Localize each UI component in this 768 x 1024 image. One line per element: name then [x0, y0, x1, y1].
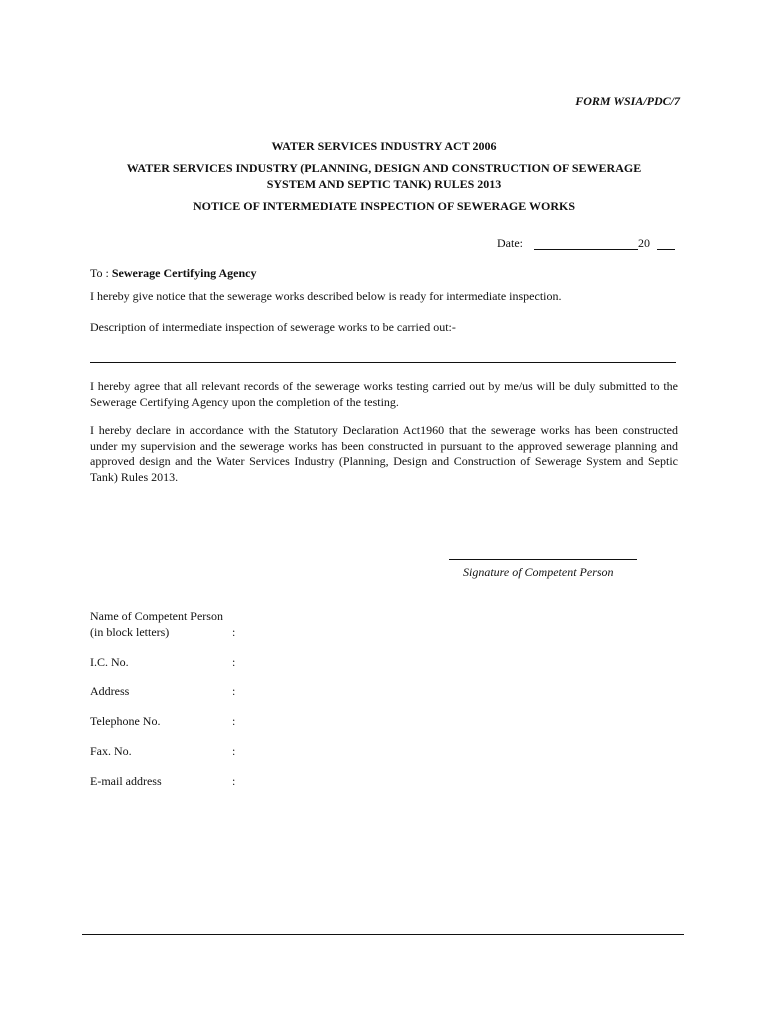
telephone-colon: : [232, 714, 236, 728]
to-prefix: To : [90, 266, 109, 280]
date-row [497, 236, 523, 251]
email-colon: : [232, 774, 236, 788]
ic-colon: : [232, 655, 236, 669]
recipient: Sewerage Certifying Agency [111, 266, 257, 280]
footer-rule [82, 934, 684, 935]
description-label: Description of intermediate inspection of sewerage works to be carried out:- [90, 320, 456, 334]
date-day-month-field[interactable] [534, 235, 638, 250]
agreement-text: I hereby agree that all relevant records of the sewerage works testing carried out by me/us will be duly submitted to the Sewerage Certifying Agency upon the completion of the testing. [90, 379, 678, 409]
form-code: FORM WSIA/PDC/7 [575, 94, 680, 108]
notice-title: NOTICE OF INTERMEDIATE INSPECTION OF SEWERAGE WORKS [192, 199, 576, 213]
email-field-label: E-mail address [90, 774, 162, 788]
address-colon: : [232, 684, 236, 698]
notice-text: I hereby give notice that the sewerage works described below is ready for intermediate inspection. [90, 289, 562, 303]
description-field[interactable] [90, 348, 676, 363]
ic-field-label: I.C. No. [90, 655, 129, 669]
date-label: Date: [497, 236, 523, 250]
fax-colon: : [232, 744, 236, 758]
name-label-line2: (in block letters) [90, 624, 170, 639]
fax-field-label: Fax. No. [90, 744, 132, 758]
signature-line[interactable] [449, 545, 637, 560]
declaration-text: I hereby declare in accordance with the Statutory Declaration Act1960 that the sewerage works has been constructed under my supervision and the sewerage works has been constructed in pursuant to the approved sewerage planning and approved design and the Water Services Industry (Planning, Design and Construction of Sewerage System and Septic Tank) Rules 2013. [90, 423, 678, 484]
name-label-line1: Name of Competent Person [90, 609, 223, 623]
rules-title [0, 160, 768, 192]
telephone-field-label: Telephone No. [90, 714, 161, 728]
act-title: WATER SERVICES INDUSTRY ACT 2006 [271, 139, 497, 153]
rules-title-line1: WATER SERVICES INDUSTRY (PLANNING, DESIGN AND CONSTRUCTION OF SEWERAGE [126, 161, 642, 175]
address-field-label: Address [90, 684, 130, 698]
date-year-prefix: 20 [638, 236, 650, 250]
rules-title-line2: SYSTEM AND SEPTIC TANK) RULES 2013 [266, 177, 502, 191]
signature-label: Signature of Competent Person [463, 565, 614, 579]
to-line [90, 266, 678, 282]
name-colon: : [232, 625, 236, 639]
date-year-field[interactable] [657, 235, 675, 250]
name-field-label [90, 609, 223, 640]
